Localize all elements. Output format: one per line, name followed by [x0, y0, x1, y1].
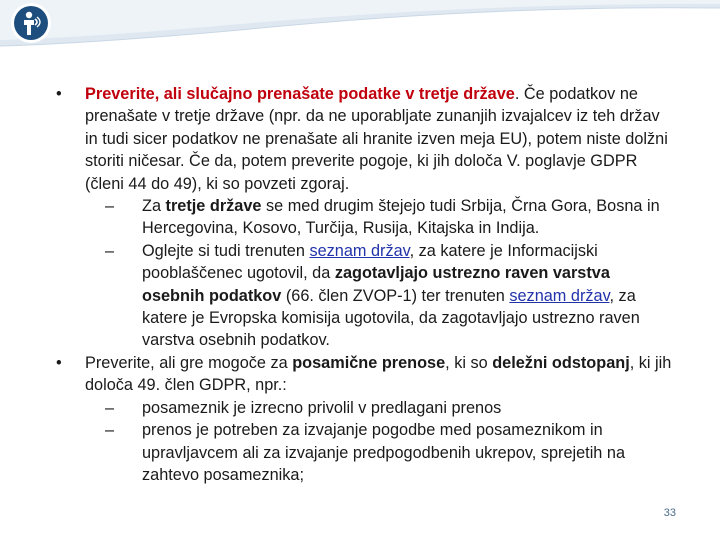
bullet-item — [56, 352, 676, 397]
sub-bullet-item — [85, 240, 676, 352]
sub-bullet-text — [142, 240, 676, 352]
person-speaking-icon — [14, 6, 48, 40]
text-run: , ki so — [445, 353, 493, 372]
page-number: 33 — [663, 507, 676, 519]
text-run: (66. člen ZVOP-1) ter trenuten — [281, 286, 510, 305]
text-run: . Če podatkov ne prenašate v tretje države (npr. da ne uporabljate zunanjih izvajalcev iz teh držav in tudi sicer podatkov ne prenašate ali hranite izven meja EU), potem niste dolžni storiti ničesar. Če da, potem preverite pogoje, ki jih določa V. poglavje GDPR (členi 44 do 49), ki so povzeti zgoraj. — [85, 85, 668, 193]
text-run: , za katere je Informacijski pooblaščenec ugotovil, da — [142, 241, 598, 283]
bullet-text — [85, 352, 676, 397]
sub-bullet-item — [85, 195, 676, 240]
sub-bullet-marker: – — [105, 241, 115, 260]
sub-bullet-item — [85, 397, 676, 419]
text-run: prenos je potreben za izvajanje pogodbe med posameznikom in upravljavcem ali za izvajanje predpogodbenih ukrepov, sprejetih na zahtevo posameznika; — [142, 421, 625, 484]
bold-text: zagotavljajo ustrezno raven varstva osebnih podatkov — [142, 264, 610, 305]
bullet-marker: • — [56, 85, 62, 103]
country-list-link[interactable]: seznam držav — [309, 241, 410, 260]
bullet-text — [85, 83, 676, 195]
country-list-link[interactable]: seznam držav — [509, 286, 610, 305]
logo — [14, 6, 48, 40]
header-wave-decoration — [0, 0, 720, 52]
text-run: Preverite, ali gre mogoče za — [85, 353, 293, 372]
bold-text: tretje države — [165, 197, 262, 216]
bold-text: posamične prenose — [292, 353, 446, 372]
sub-bullet-marker: – — [105, 398, 115, 417]
sub-bullet-marker: – — [105, 197, 115, 216]
bullet-marker: • — [56, 353, 62, 372]
header-band — [0, 0, 720, 52]
text-run: Za — [142, 197, 166, 216]
text-run: , ki jih določa 49. člen GDPR, npr.: — [85, 353, 672, 395]
bullet-item — [56, 83, 676, 195]
sub-bullet-text — [142, 419, 676, 486]
text-run: , za katere je Evropska komisija ugotovila, da zagotavljajo ustrezno raven varstva osebnih podatkov. — [142, 286, 640, 350]
text-run: posameznik je izrecno privolil v predlagani prenos — [142, 398, 502, 417]
slide-body — [56, 83, 676, 486]
sub-bullet-text — [142, 195, 676, 240]
bold-text: deležni odstopanj — [492, 353, 630, 372]
text-run: se med drugim štejejo tudi Srbija, Črna Gora, Bosna in Hercegovina, Kosovo, Turčija, Rusija, Kitajska in Indija. — [142, 197, 660, 238]
sub-bullet-marker: – — [105, 421, 115, 440]
sub-bullet-item — [85, 419, 676, 486]
text-run: Oglejte si tudi trenuten — [142, 241, 310, 260]
sub-bullet-text — [142, 397, 676, 419]
highlighted-text: Preverite, ali slučajno prenašate podatke v tretje države — [85, 85, 515, 103]
